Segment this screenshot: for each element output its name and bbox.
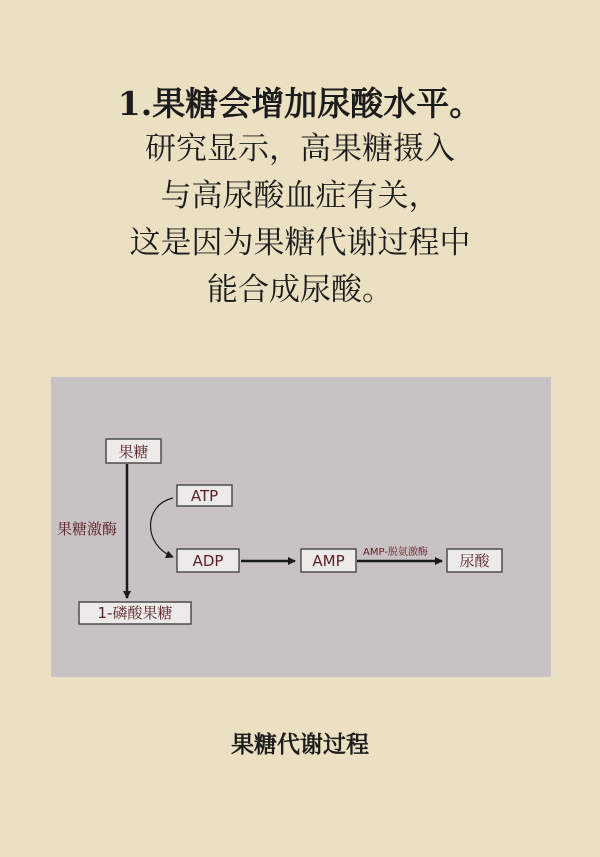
body-line-3: 这是因为果糖代谢过程中 — [129, 225, 471, 261]
node-fructose-label: 果糖 — [118, 443, 149, 461]
node-adp — [177, 549, 239, 572]
body-line-2: 与高尿酸血症有关， — [160, 178, 440, 214]
node-amp — [301, 549, 356, 572]
node-adp-label: ADP — [192, 552, 224, 570]
body-line-4: 能合成尿酸。 — [207, 272, 393, 308]
node-atp — [177, 485, 232, 506]
node-uric-acid — [447, 549, 502, 572]
body-line-1: 研究显示，高果糖摄入 — [145, 131, 455, 167]
arrow-atp-to-adp — [151, 498, 174, 557]
enzyme-fructokinase-label: 果糖激酶 — [57, 520, 118, 538]
intro-text — [0, 82, 600, 314]
diagram-canvas — [51, 377, 551, 677]
figure-caption: 果糖代谢过程 — [231, 731, 369, 758]
node-fructose-1-phosphate — [79, 602, 191, 624]
node-uric-acid-label: 尿酸 — [459, 552, 490, 570]
point-heading: 1.果糖会增加尿酸水平。 — [117, 84, 483, 123]
node-fructose-1-phosphate-label: 1-磷酸果糖 — [97, 604, 173, 622]
metabolism-diagram — [51, 377, 551, 677]
node-atp-label: ATP — [190, 487, 219, 505]
node-fructose — [106, 439, 161, 463]
node-amp-label: AMP — [312, 552, 345, 570]
enzyme-amp-deaminase-label: AMP-脱氨激酶 — [363, 547, 428, 558]
